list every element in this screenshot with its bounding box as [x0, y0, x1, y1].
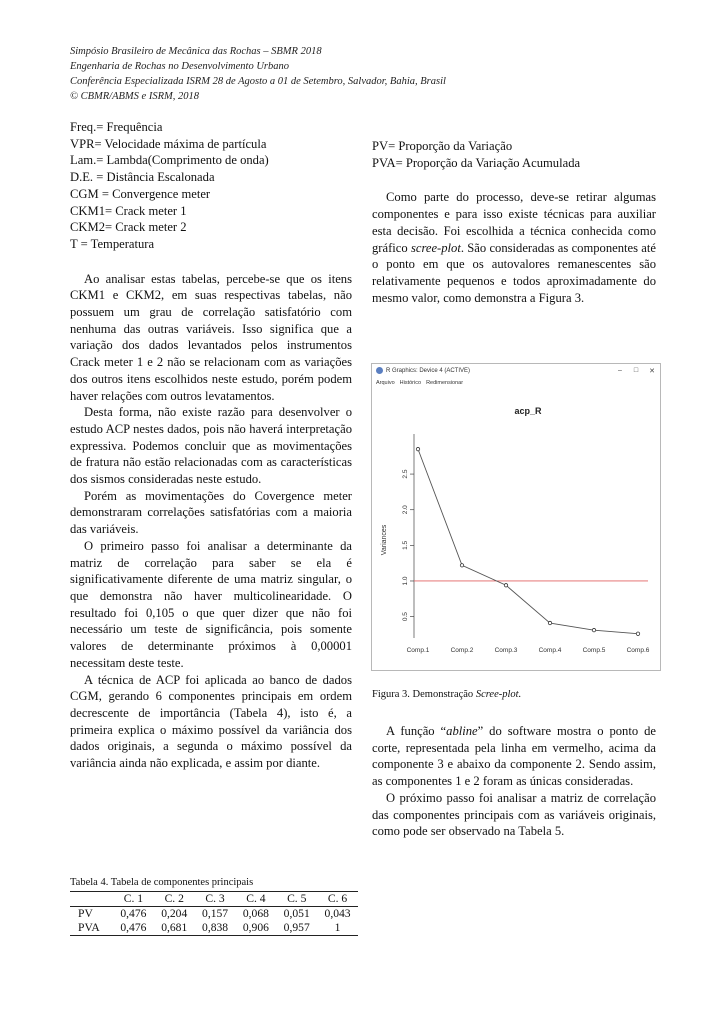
table-header-cell [70, 892, 113, 907]
table-header-cell: C. 3 [195, 892, 236, 907]
abbreviation-list [372, 138, 656, 171]
data-point [636, 632, 639, 635]
x-tick-label: Comp.4 [538, 647, 562, 654]
body-paragraph: Ao analisar estas tabelas, percebe-se que os itens CKM1 e CKM2, em suas respectivas tabelas, não possuem um grau de correlação satisfatório com nenhuma das outras variáveis. Isso significa que a variação dos dados levantados pelos instrumentos Crack meter 1 e 2 não se relacionam com as variações dos outros itens escolhidos neste estudo, porém podem haver relações com outros levatamentos. [70, 271, 352, 403]
table-cell: 0,476 [120, 907, 147, 920]
table-header-row [70, 892, 358, 907]
header-line-4: © CBMR/ABMS e ISRM, 2018 [70, 91, 199, 102]
body-paragraph: O primeiro passo foi analisar a determinante da matriz de correlação para saber se ela é significativamente diferente de uma matriz singular, o que demonstra não haver multicolinearidade. O resultado foi 0,105 o que quer dizer que não foi necessário um teste de significância, pois somente valores de determinante próximos à 0,00001 necessitam deste teste. [70, 538, 352, 670]
figure-caption-prefix: Figura 3. Demonstração [372, 689, 476, 700]
header-line-3: Conferência Especializada ISRM 28 de Agosto a 01 de Setembro, Salvador, Bahia, Brasil [70, 76, 446, 87]
y-tick-label: 1.5 [402, 540, 409, 550]
table-cell: 0,043 [324, 907, 351, 920]
table-cell: 0,906 [235, 921, 276, 936]
body-paragraph: Desta forma, não existe razão para desenvolver o estudo ACP nestes dados, pois não haverá interpretação expressiva. Podemos concluir que as movimentações de fratura não estão relacionadas com as características dos sismos consideradas neste estudo. [70, 405, 352, 487]
close-icon[interactable]: ✕ [649, 367, 655, 375]
table-header-cell: C. 6 [317, 892, 358, 907]
abbreviation-item: PV= Proporção da Variação [372, 139, 513, 153]
x-tick-label: Comp.2 [450, 647, 474, 654]
data-point [416, 447, 419, 450]
table-header-cell: C. 1 [113, 892, 154, 907]
menu-item-historico[interactable]: Histórico [399, 379, 422, 386]
table-cell: 0,681 [154, 921, 195, 936]
table-cell: 1 [317, 921, 358, 936]
components-table [70, 891, 358, 936]
abbreviation-item: PVA= Proporção da Variação Acumulada [372, 155, 581, 170]
right-column-top [372, 138, 656, 306]
abbreviation-item: CGM = Convergence meter [70, 186, 211, 201]
menu-item-redimensionar[interactable]: Redimensionar [426, 379, 464, 386]
table-cell: 0,068 [242, 907, 269, 920]
window-menubar [372, 377, 660, 388]
x-tick-label: Comp.1 [406, 647, 430, 654]
y-tick-label: 0.5 [402, 612, 409, 622]
table-cell: 0,157 [202, 907, 229, 920]
abbreviation-item: Lam.= Lambda(Comprimento de onda) [70, 153, 269, 168]
conference-header [70, 44, 446, 104]
abbreviation-item: VPR= Velocidade máxima de partícula [70, 136, 267, 151]
r-logo-icon [376, 367, 383, 374]
abbreviation-item: T = Temperatura [70, 236, 155, 251]
y-tick-label: 2.5 [402, 469, 409, 479]
maximize-icon[interactable]: □ [633, 367, 639, 374]
minimize-icon[interactable]: – [618, 367, 622, 374]
chart-title: acp_R [514, 406, 542, 416]
data-point [548, 621, 551, 624]
window-title: R Graphics: Device 4 (ACTIVE) [386, 367, 471, 374]
scree-plot [372, 390, 660, 670]
table-cell: 0,838 [195, 921, 236, 936]
left-column [70, 119, 352, 772]
table-header-cell: C. 4 [235, 892, 276, 907]
table-cell: PV [78, 907, 93, 920]
body-paragraph: A função “abline” do software mostra o ponto de corte, representada pela linha em vermelho, acima da componente 3 e abaixo da componente 2. Sendo assim, as componentes 1 e 2 foram as únicas consideradas. [372, 724, 656, 789]
data-point [460, 564, 463, 567]
abbreviation-list [70, 119, 352, 253]
table-row [70, 907, 358, 922]
x-tick-label: Comp.5 [582, 647, 606, 654]
r-graphics-window [371, 363, 661, 671]
body-paragraph: A técnica de ACP foi aplicada ao banco de dados CGM, gerando 6 componentes principais em ordem decrescente de importância (Tabela 4), isto é, a primeira explica o máximo possível da variância dos dados originais, a segunda o máximo possível da variância ainda não explicada, e assim por diante. [70, 672, 352, 771]
table-header-cell: C. 5 [276, 892, 317, 907]
body-paragraph: Como parte do processo, deve-se retirar algumas componentes e para isso existe técnicas para auxiliar esta decisão. Foi escolhida a técnica conhecida como gráfico scree-plot. São consideradas as componentes até o ponto em que os autovalores remanescentes são relativamente pequenos e todos aproximadamente do mesmo valor, como demonstra a Figura 3. [372, 190, 656, 305]
table-cell: 0,204 [161, 907, 188, 920]
figure-caption [372, 689, 521, 700]
header-line-2: Engenharia de Rochas no Desenvolvimento Urbano [70, 61, 289, 72]
y-axis-label: Variances [381, 524, 388, 556]
window-titlebar [372, 364, 660, 377]
body-paragraph: Porém as movimentações do Covergence meter demonstraram correlações satisfatórias com a maioria das variáveis. [70, 488, 352, 537]
abbreviation-item: D.E. = Distância Escalonada [70, 170, 215, 185]
body-paragraph: O próximo passo foi analisar a matriz de correlação das componentes principais com as variáveis originais, como pode ser observado na Tabela 5. [372, 790, 656, 839]
table-cell: 0,957 [276, 921, 317, 936]
table-caption: Tabela 4. Tabela de componentes principais [70, 877, 254, 888]
data-point [504, 584, 507, 587]
table-cell: PVA [70, 921, 113, 936]
right-column-bottom [372, 723, 656, 840]
menu-item-arquivo[interactable]: Arquivo [376, 379, 395, 386]
x-tick-label: Comp.6 [626, 647, 650, 654]
y-tick-label: 2.0 [402, 505, 409, 515]
abbreviation-item: Freq.= Frequência [70, 120, 163, 134]
header-line-1: Simpósio Brasileiro de Mecânica das Rochas – SBMR 2018 [70, 46, 322, 57]
abbreviation-item: CKM1= Crack meter 1 [70, 203, 187, 218]
abbreviation-item: CKM2= Crack meter 2 [70, 220, 187, 235]
table-cell: 0,051 [283, 907, 310, 920]
y-tick-label: 1.0 [402, 576, 409, 586]
table-row [70, 921, 358, 936]
figure-caption-emphasis: Scree-plot. [475, 689, 522, 700]
data-point [592, 628, 595, 631]
table-header-cell: C. 2 [154, 892, 195, 907]
table-cell: 0,476 [113, 921, 154, 936]
scree-line [418, 449, 638, 634]
x-tick-label: Comp.3 [494, 647, 518, 654]
